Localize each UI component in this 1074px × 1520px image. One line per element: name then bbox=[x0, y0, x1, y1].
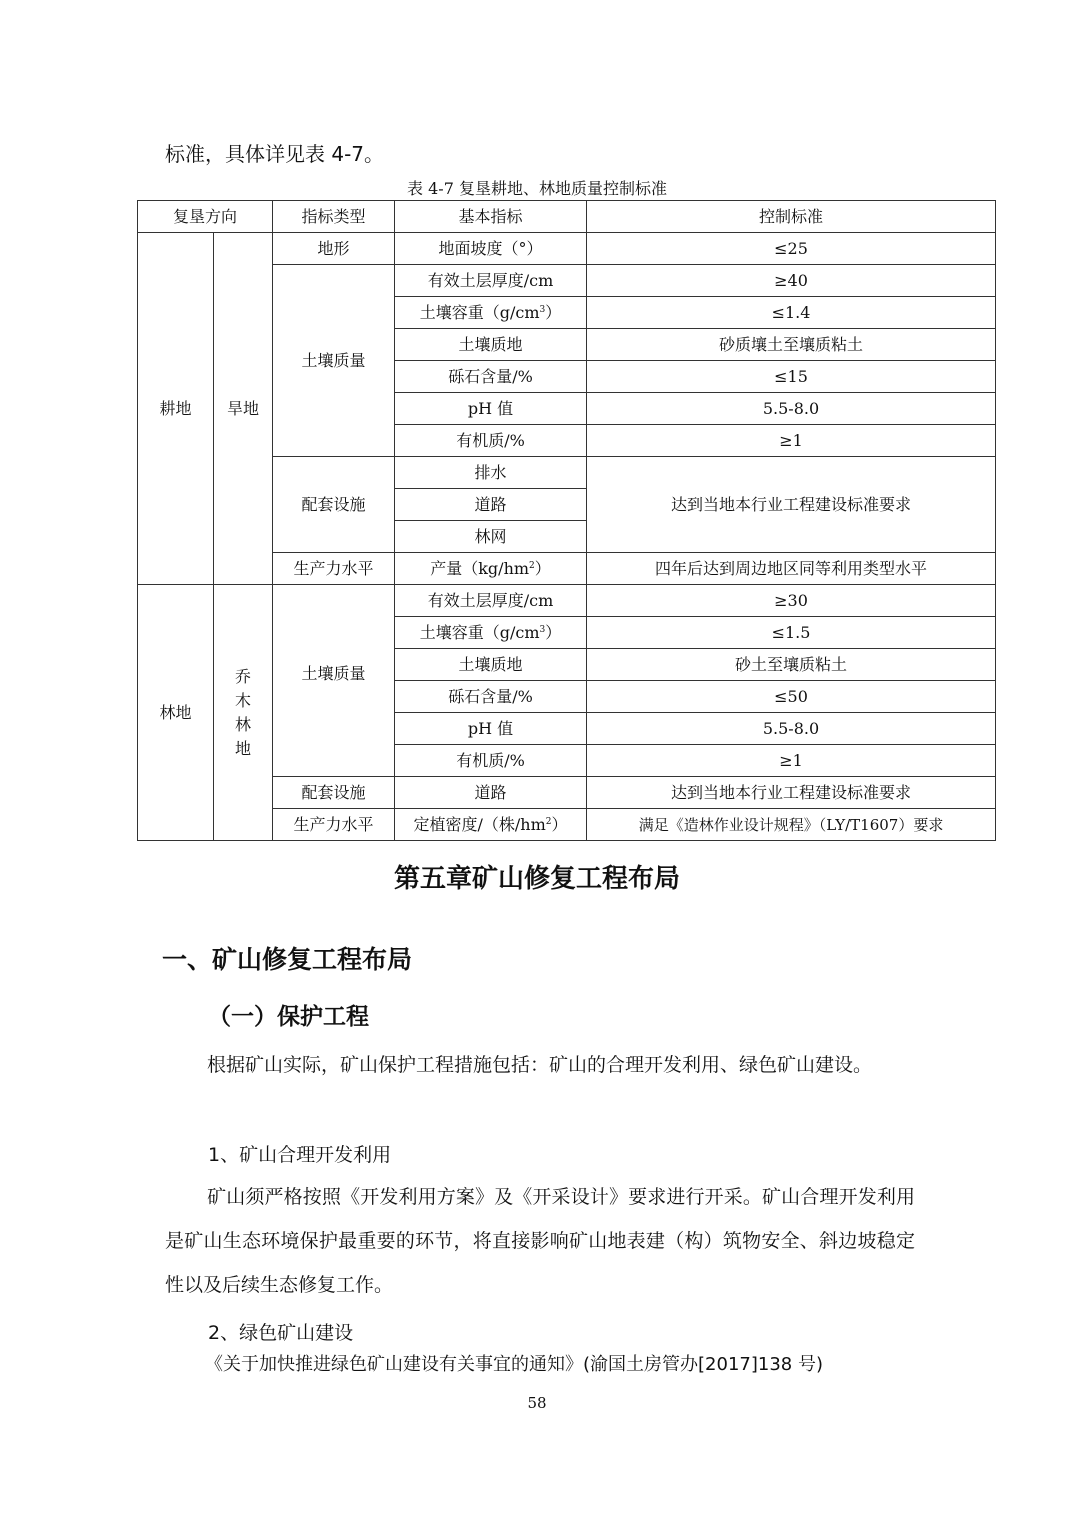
paragraph-text: 根据矿山实际，矿山保护工程措施包括：矿山的合理开发利用、绿色矿山建设。 bbox=[207, 1054, 873, 1076]
standard-cell: ≤15 bbox=[587, 361, 996, 393]
indicator-cell: 道路 bbox=[395, 489, 587, 521]
item-heading: 1、矿山合理开发利用 bbox=[208, 1144, 392, 1166]
table-row bbox=[138, 233, 996, 265]
chapter-title: 第五章矿山修复工程布局 bbox=[393, 864, 680, 894]
standard-cell: ≤50 bbox=[587, 681, 996, 713]
subtype-cell: 旱地 bbox=[214, 233, 273, 585]
paragraph bbox=[165, 1175, 915, 1307]
indicator-cell: 道路 bbox=[395, 777, 587, 809]
indicator-suffix: ） bbox=[551, 814, 568, 834]
direction-cell: 林地 bbox=[138, 585, 214, 841]
type-cell: 土壤质量 bbox=[273, 585, 395, 777]
standard-cell: 5.5-8.0 bbox=[587, 713, 996, 745]
type-cell: 地形 bbox=[273, 233, 395, 265]
superscript: 2 bbox=[529, 560, 535, 571]
table-caption: 表 4-7 复垦耕地、林地质量控制标准 bbox=[407, 179, 667, 198]
direction-cell: 耕地 bbox=[138, 233, 214, 585]
indicator-cell: 林网 bbox=[395, 521, 587, 553]
indicator-cell: 有机质/% bbox=[395, 745, 587, 777]
section-heading: 一、矿山修复工程布局 bbox=[162, 945, 413, 974]
standard-cell: ≥40 bbox=[587, 265, 996, 297]
paragraph-text: 矿山须严格按照《开发利用方案》及《开采设计》要求进行开采。矿山合理开发利用是矿山生态环境保护最重要的环节，将直接影响矿山地表建（构）筑物安全、斜边坡稳定性以及后续生态修复工作。 bbox=[165, 1186, 915, 1296]
standard-cell: 5.5-8.0 bbox=[587, 393, 996, 425]
indicator-text: 产量（kg/hm bbox=[430, 558, 530, 578]
indicator-cell: 土壤质地 bbox=[395, 649, 587, 681]
table-header-row bbox=[138, 201, 996, 233]
standard-cell: ≤25 bbox=[587, 233, 996, 265]
indicator-cell: 有机质/% bbox=[395, 425, 587, 457]
standard-cell: 砂质壤土至壤质粘土 bbox=[587, 329, 996, 361]
type-cell: 土壤质量 bbox=[273, 265, 395, 457]
indicator-cell: 地面坡度（°） bbox=[395, 233, 587, 265]
standard-cell: 达到当地本行业工程建设标准要求 bbox=[587, 457, 996, 553]
indicator-cell: pH 值 bbox=[395, 393, 587, 425]
header-cell: 指标类型 bbox=[273, 201, 395, 233]
quality-control-table bbox=[137, 200, 996, 841]
type-cell: 配套设施 bbox=[273, 777, 395, 809]
indicator-cell: 有效土层厚度/cm bbox=[395, 265, 587, 297]
header-cell: 复垦方向 bbox=[138, 201, 273, 233]
indicator-cell: 砾石含量/% bbox=[395, 681, 587, 713]
indicator-cell: 砾石含量/% bbox=[395, 361, 587, 393]
paragraph bbox=[165, 1043, 915, 1087]
superscript: 2 bbox=[545, 816, 552, 827]
standard-cell: ≥1 bbox=[587, 745, 996, 777]
indicator-suffix: ） bbox=[534, 558, 551, 578]
indicator-suffix: ） bbox=[545, 622, 562, 642]
subtype-cell: 乔木林地 bbox=[214, 585, 273, 841]
standard-cell: 达到当地本行业工程建设标准要求 bbox=[587, 777, 996, 809]
standard-cell: ≥1 bbox=[587, 425, 996, 457]
standard-cell: 满足《造林作业设计规程》（LY/T1607）要求 bbox=[587, 809, 996, 841]
indicator-cell bbox=[395, 617, 587, 649]
standard-cell: ≤1.5 bbox=[587, 617, 996, 649]
indicator-cell: 土壤质地 bbox=[395, 329, 587, 361]
header-cell: 基本指标 bbox=[395, 201, 587, 233]
superscript: 3 bbox=[539, 304, 546, 315]
standard-cell: 四年后达到周边地区同等利用类型水平 bbox=[587, 553, 996, 585]
indicator-cell bbox=[395, 553, 587, 585]
type-cell: 生产力水平 bbox=[273, 553, 395, 585]
superscript: 3 bbox=[539, 624, 546, 635]
table-row bbox=[138, 585, 996, 617]
indicator-cell: 有效土层厚度/cm bbox=[395, 585, 587, 617]
subsection-heading: （一）保护工程 bbox=[208, 1004, 369, 1030]
indicator-cell: pH 值 bbox=[395, 713, 587, 745]
indicator-cell: 排水 bbox=[395, 457, 587, 489]
indicator-cell bbox=[395, 809, 587, 841]
indicator-suffix: ） bbox=[545, 302, 562, 322]
indicator-text: 土壤容重（g/cm bbox=[419, 302, 540, 322]
standard-cell: 砂土至壤质粘土 bbox=[587, 649, 996, 681]
intro-text: 标准，具体详见表 4-7。 bbox=[165, 142, 385, 166]
paragraph: 《关于加快推进绿色矿山建设有关事宜的通知》(渝国土房管办[2017]138 号) bbox=[205, 1354, 823, 1375]
type-cell: 生产力水平 bbox=[273, 809, 395, 841]
standard-cell: ≥30 bbox=[587, 585, 996, 617]
standard-cell: ≤1.4 bbox=[587, 297, 996, 329]
item-heading: 2、绿色矿山建设 bbox=[208, 1322, 354, 1344]
page-number: 58 bbox=[527, 1394, 547, 1412]
indicator-cell bbox=[395, 297, 587, 329]
indicator-text: 土壤容重（g/cm bbox=[419, 622, 540, 642]
header-cell: 控制标准 bbox=[587, 201, 996, 233]
type-cell: 配套设施 bbox=[273, 457, 395, 553]
indicator-text: 定植密度/（株/hm bbox=[413, 814, 546, 834]
